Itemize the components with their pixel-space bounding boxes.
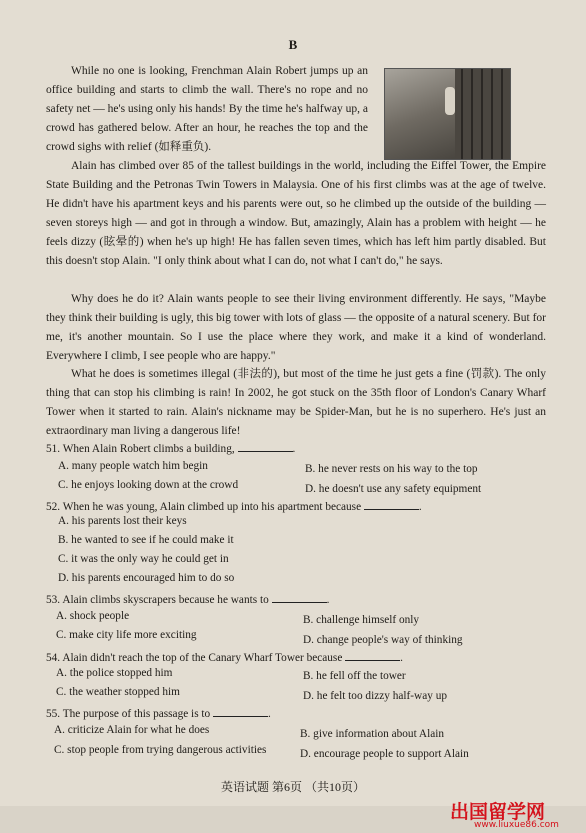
- question-stem: 54. Alain didn't reach the top of the Canary Wharf Tower because: [46, 652, 343, 664]
- option-51-a[interactable]: A. many people watch him begin: [58, 460, 208, 472]
- option-52-c[interactable]: C. it was the only way he could get in: [58, 553, 229, 565]
- page-footer: 英语试题 第6页 （共10页）: [220, 780, 365, 794]
- option-51-b[interactable]: B. he never rests on his way to the top: [305, 463, 478, 475]
- question-stem: 53. Alain climbs skyscrapers because he wants to: [46, 594, 269, 606]
- passage-paragraph-1: While no one is looking, Frenchman Alain Robert jumps up an office building and starts to climb the wall. There's no rope and no safety net — he's using only his hands! By the time he's halfway up, a crowd has gathered below. After an hour, he reaches the top and the crowd sighs with relief (如释重负).: [46, 65, 368, 153]
- question-stem: 52. When he was young, Alain climbed up into his apartment because: [46, 501, 362, 513]
- option-55-b[interactable]: B. give information about Alain: [300, 728, 445, 740]
- option-55-a[interactable]: A. criticize Alain for what he does: [54, 724, 210, 736]
- answer-blank[interactable]: [272, 592, 327, 603]
- answer-blank[interactable]: [213, 706, 268, 717]
- section-heading: B: [288, 37, 298, 52]
- option-54-a[interactable]: A. the police stopped him: [56, 667, 173, 679]
- question-55: 55. The purpose of this passage is to .: [46, 708, 271, 720]
- building-graphic: [455, 69, 510, 159]
- climber-photo: [384, 68, 511, 160]
- option-53-c[interactable]: C. make city life more exciting: [56, 629, 197, 641]
- answer-blank[interactable]: [345, 650, 400, 661]
- question-51: 51. When Alain Robert climbs a building, .: [46, 443, 296, 455]
- option-53-b[interactable]: B. challenge himself only: [303, 614, 420, 626]
- question-stem: 51. When Alain Robert climbs a building,: [46, 443, 235, 455]
- question-53: 53. Alain climbs skyscrapers because he wants to .: [46, 594, 330, 606]
- answer-blank[interactable]: [238, 441, 293, 452]
- option-53-a[interactable]: A. shock people: [56, 610, 130, 622]
- passage-paragraph-3: Why does he do it? Alain wants people to see their living environment differently. He says, "Maybe they think their building is ugly, this big tower with lots of glass — the opposite of a natural scenery. But for me, it's another mountain. So I use the place where they work, and make it a kind of wonderland. Everywhere I climb, I see people who are happy.": [46, 293, 546, 362]
- option-54-c[interactable]: C. the weather stopped him: [56, 686, 180, 698]
- option-52-b[interactable]: B. he wanted to see if he could make it: [58, 534, 234, 546]
- option-51-c[interactable]: C. he enjoys looking down at the crowd: [58, 479, 239, 491]
- answer-blank[interactable]: [364, 499, 419, 510]
- question-stem: 55. The purpose of this passage is to: [46, 708, 211, 720]
- passage-paragraph-4: What he does is sometimes illegal (非法的), but most of the time he just gets a fine (罚款). The only thing that can stop his climbing is rain! In 2002, he got stuck on the 35th floor of London's Canary Wharf Tower when it started to rain. Alain's nickname may be Spider-Man, but he is no superhero. He's just an extraordinary man living a dangerous life!: [46, 368, 546, 437]
- passage-paragraph-2: Alain has climbed over 85 of the tallest buildings in the world, including the Eiffel Tower, the Empire State Building and the Petronas Twin Towers in Malaysia. One of his first climbs was at the age of twelve. He didn't have his apartment keys and his parents were out, so he climbed up the outside of the building — seven storeys high — and got in through a window. But, amazingly, Alain has a problem with height — he feels dizzy (眩晕的) when he's up high! He has fallen seven times, which has left him partly disabled. But this doesn't stop Alain. "I only think about what I can do, not what I can't do," he says.: [46, 160, 546, 267]
- question-54: 54. Alain didn't reach the top of the Canary Wharf Tower because .: [46, 652, 403, 664]
- watermark-logo: 出国留学网: [450, 801, 546, 823]
- option-52-d[interactable]: D. his parents encouraged him to do so: [58, 572, 235, 584]
- option-54-b[interactable]: B. he fell off the tower: [303, 670, 406, 682]
- option-55-d[interactable]: D. encourage people to support Alain: [300, 748, 469, 760]
- climber-figure: [445, 87, 455, 115]
- option-55-c[interactable]: C. stop people from trying dangerous activities: [54, 744, 267, 756]
- option-53-d[interactable]: D. change people's way of thinking: [303, 634, 463, 646]
- question-52: 52. When he was young, Alain climbed up into his apartment because .: [46, 501, 422, 513]
- watermark-url: www.liuxue86.com: [474, 820, 559, 830]
- option-51-d[interactable]: D. he doesn't use any safety equipment: [305, 483, 482, 495]
- option-52-a[interactable]: A. his parents lost their keys: [58, 515, 187, 527]
- option-54-d[interactable]: D. he felt too dizzy half-way up: [303, 690, 447, 702]
